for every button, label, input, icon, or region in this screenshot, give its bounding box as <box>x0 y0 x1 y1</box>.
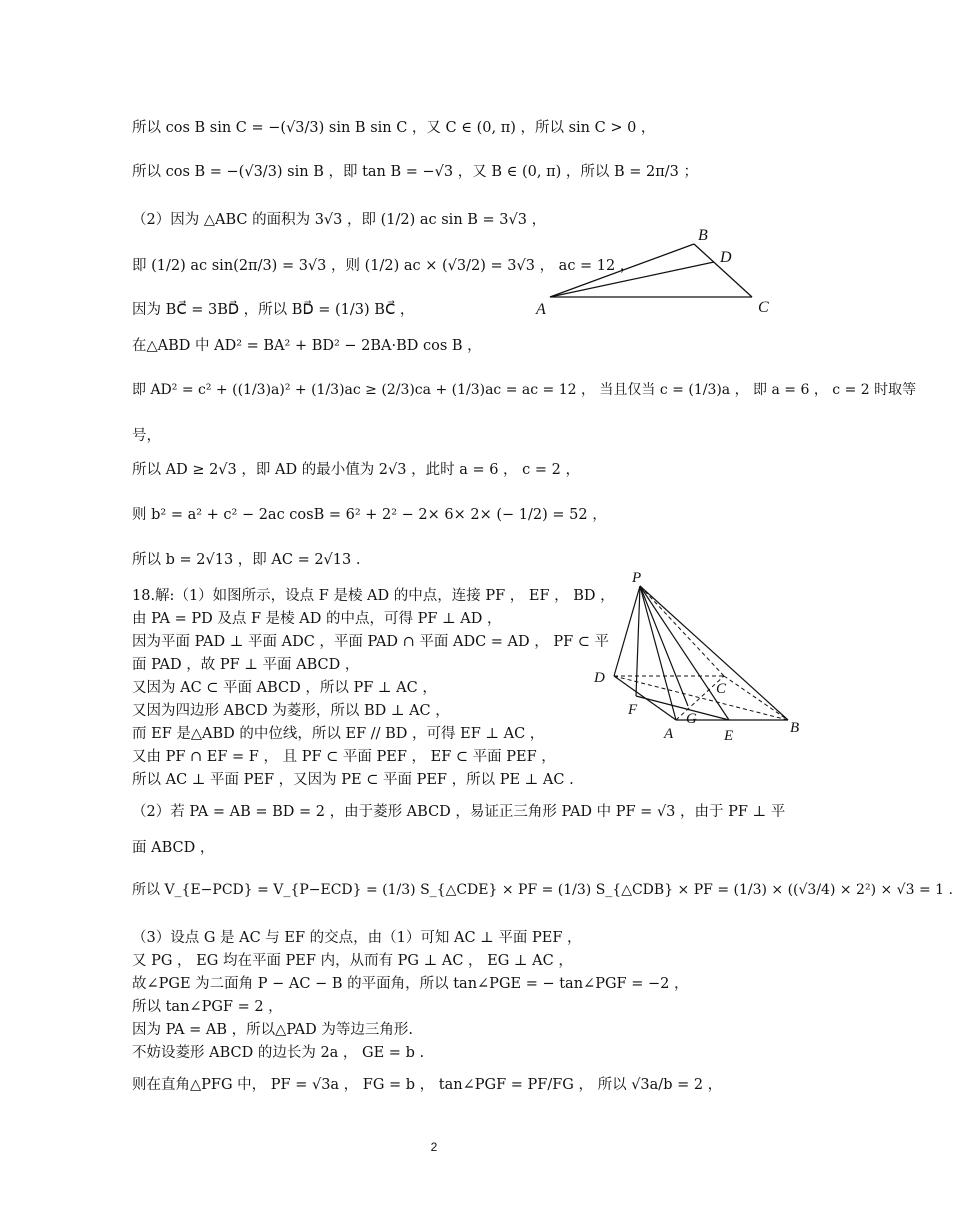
edge-pf <box>636 586 640 696</box>
text-line: 所以 AD ≥ 2√3 ，即 AD 的最小值为 2√3 ，此时 a = 6 ， c = 2 ， <box>132 462 580 478</box>
label-d: D <box>594 670 605 686</box>
text-line: 所以 tan∠PGF = 2 ， <box>132 999 283 1015</box>
edge-pg <box>640 586 688 706</box>
text-line: 则在直角△PFG 中， PF = √3a ， FG = b ， tan∠PGF = PF/FG ， 所以 √3a/b = 2 ， <box>132 1077 723 1093</box>
label-a: A <box>664 726 674 742</box>
text-line: 因为 BC⃗ = 3BD⃗ ，所以 BD⃗ = (1/3) BC⃗ ， <box>132 302 415 318</box>
label-f: F <box>628 702 638 718</box>
text-line: 18.解:（1）如图所示，设点 F 是棱 AD 的中点，连接 PF ， EF ， BD ， <box>132 588 615 604</box>
text-line: 面 ABCD ， <box>132 840 215 856</box>
text-line: 则 b² = a² + c² − 2ac cosB = 6² + 2² − 2× 6× 2× (− 1/2) = 52 ， <box>132 507 607 523</box>
text-line: 即 (1/2) ac sin(2π/3) = 3√3 ，则 (1/2) ac × (√3/2) = 3√3 ， ac = 12 ， <box>132 258 635 274</box>
text-line: （3）设点 G 是 AC 与 EF 的交点，由（1）可知 AC ⊥ 平面 PEF ， <box>132 930 582 946</box>
label-g: G <box>686 711 697 727</box>
label-c: C <box>758 299 769 316</box>
text-line: 号， <box>132 428 161 444</box>
text-line: 在△ABD 中 AD² = BA² + BD² − 2BA·BD cos B ， <box>132 338 482 354</box>
edge-pa <box>640 586 676 720</box>
text-line: 所以 AC ⊥ 平面 PEF ，又因为 PE ⊂ 平面 PEF ，所以 PE ⊥ AC . <box>132 772 574 788</box>
text-line: 由 PA = PD 及点 F 是棱 AD 的中点，可得 PF ⊥ AD ， <box>132 611 502 627</box>
text-line: 所以 V_{E−PCD} = V_{P−ECD} = (1/3) S_{△CDE} × PF = (1/3) S_{△CDB} × PF = (1/3) × ((√3/4) × 2²) × √3 = 1 . <box>132 882 953 898</box>
text-line: 又由 PF ∩ EF = F ， 且 PF ⊂ 平面 PEF ， EF ⊂ 平面 PEF ， <box>132 749 556 765</box>
triangle-figure <box>530 220 780 320</box>
text-line: 又因为 AC ⊂ 平面 ABCD ，所以 PF ⊥ AC ， <box>132 680 437 696</box>
text-line: （2）因为 △ABC 的面积为 3√3 ，即 (1/2) ac sin B = 3√3 ， <box>132 212 547 228</box>
text-line: 面 PAD ，故 PF ⊥ 平面 ABCD ， <box>132 657 360 673</box>
text-line: 因为平面 PAD ⊥ 平面 ADC ，平面 PAD ∩ 平面 ADC = AD ， PF ⊂ 平 <box>132 634 610 650</box>
edge-db <box>614 676 788 720</box>
text-line: （2）若 PA = AB = BD = 2 ，由于菱形 ABCD ，易证正三角形 PAD 中 PF = √3 ，由于 PF ⊥ 平 <box>132 804 786 820</box>
text-line: 而 EF 是△ABD 的中位线，所以 EF // BD ，可得 EF ⊥ AC ， <box>132 726 545 742</box>
label-a: A <box>536 301 546 318</box>
label-b: B <box>790 720 800 736</box>
pyramid-figure <box>588 566 808 746</box>
edge-cb <box>724 676 788 720</box>
text-line: 所以 cos B sin C = −(√3/3) sin B sin C ，又 C ∈ (0, π) ，所以 sin C > 0 ， <box>132 120 656 136</box>
label-e: E <box>724 728 734 744</box>
text-line: 因为 PA = AB ，所以△PAD 为等边三角形. <box>132 1022 414 1038</box>
label-c: C <box>716 681 727 697</box>
text-line: 所以 cos B = −(√3/3) sin B ，即 tan B = −√3 ，又 B ∈ (0, π) ，所以 B = 2π/3 ； <box>132 164 698 180</box>
text-line: 故∠PGE 为二面角 P − AC − B 的平面角，所以 tan∠PGE = − tan∠PGF = −2 ， <box>132 976 689 992</box>
edge-pb <box>640 586 788 720</box>
page-number: 2 <box>430 1140 438 1154</box>
text-line: 即 AD² = c² + ((1/3)a)² + (1/3)ac ≥ (2/3)ca + (1/3)ac = ac = 12 ， 当且仅当 c = (1/3)a ， 即 a = 6 ， c = 2 时取等 <box>132 382 917 398</box>
edge-pd <box>614 586 640 676</box>
text-line: 又 PG ， EG 均在平面 PEF 内，从而有 PG ⊥ AC ， EG ⊥ AC ， <box>132 953 573 969</box>
text-line: 所以 b = 2√13 ，即 AC = 2√13 . <box>132 552 361 568</box>
label-b: B <box>698 227 708 244</box>
label-p: P <box>632 570 642 586</box>
label-d: D <box>720 249 732 266</box>
text-line: 又因为四边形 ABCD 为菱形，所以 BD ⊥ AC ， <box>132 703 450 719</box>
text-line: 不妨设菱形 ABCD 的边长为 2a ， GE = b . <box>132 1045 425 1061</box>
